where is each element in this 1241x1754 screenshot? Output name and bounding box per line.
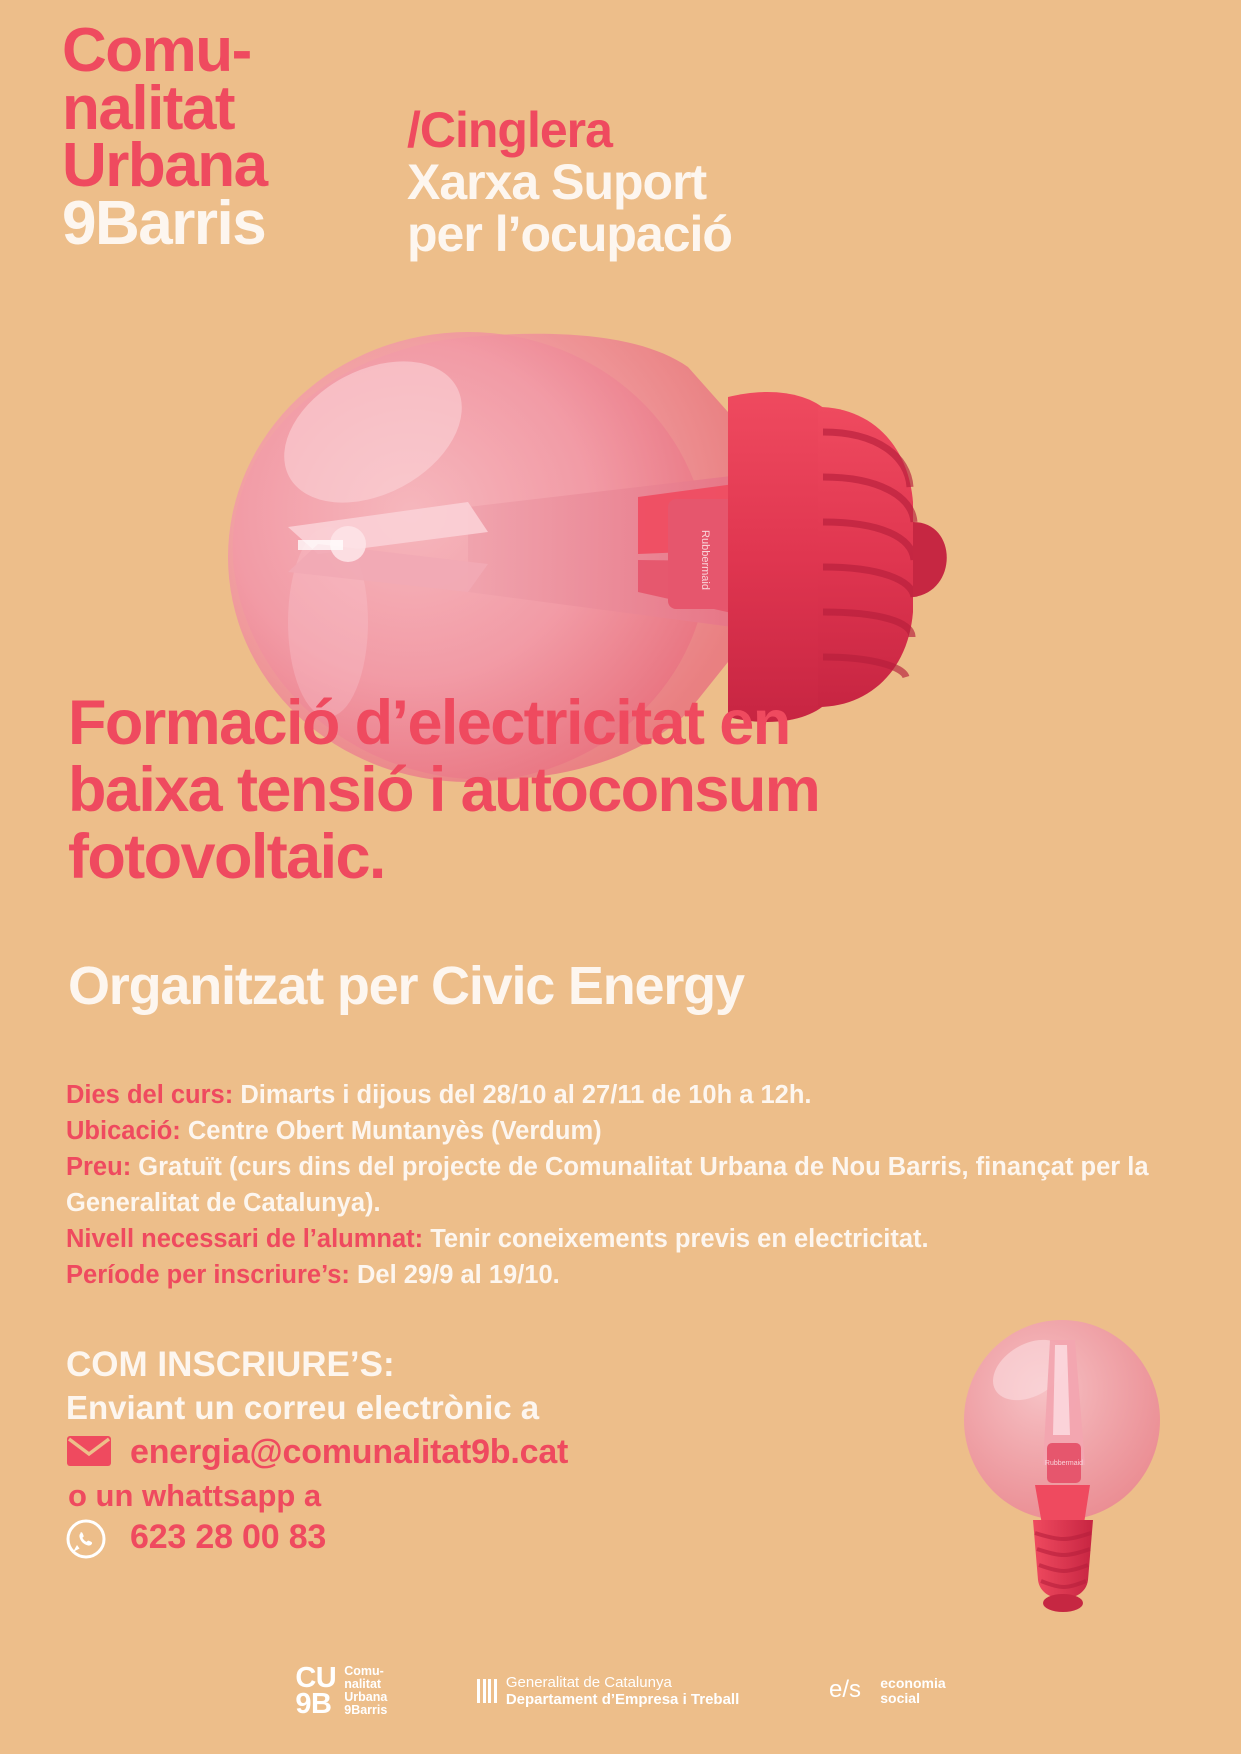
cu-monogram: [295, 1661, 337, 1721]
detail-level: [66, 1222, 1176, 1257]
detail-period-value: Del 29/9 al 19/10.: [349, 1260, 560, 1289]
cu-wordmark: [344, 1665, 387, 1718]
brand-line-4: 9Barris: [62, 188, 266, 258]
detail-location-label: Ubicació:: [66, 1117, 181, 1146]
generalitat-line-2: Departament d’Empresa i Treball: [505, 1691, 740, 1709]
envelope-icon: [66, 1434, 112, 1472]
cu-wordmark-line-2: nalitat: [344, 1677, 382, 1692]
organizer-line: Organitzat per Civic Energy: [68, 956, 744, 1016]
detail-price-value: Gratuït (curs dins del projecte de Comunalitat Urbana de Nou Barris, finançat per la Generalitat de Catalunya).: [66, 1153, 1149, 1217]
whatsapp-row[interactable]: [66, 1518, 866, 1557]
svg-text:Rubbermaid: Rubbermaid: [1044, 1460, 1084, 1467]
detail-period-label: Període per inscriure’s:: [66, 1260, 350, 1289]
detail-period: [66, 1258, 1176, 1293]
detail-price: [66, 1150, 1176, 1220]
enrollment-section: [66, 1345, 866, 1563]
economia-social-line-2: social: [880, 1690, 920, 1707]
brand-title: [62, 16, 412, 258]
footer-logos: [0, 1661, 1241, 1721]
cu-monogram-line-2: 9B: [295, 1688, 332, 1721]
detail-days-label: Dies del curs:: [66, 1081, 234, 1109]
email-address[interactable]: energia@comunalitat9b.cat: [130, 1433, 569, 1471]
generalitat-line-1: Generalitat de Catalunya: [505, 1674, 672, 1692]
enrollment-instruction: Enviant un correu electrònic a: [66, 1389, 540, 1426]
svg-text:e/s: e/s: [829, 1675, 862, 1703]
network-line-1: /Cinglera: [407, 102, 612, 158]
enrollment-heading: COM INSCRIURE’S:: [66, 1345, 395, 1384]
course-title-line-2: baixa tensió i autoconsum: [68, 754, 820, 825]
logo-comunalitat-urbana: [295, 1661, 388, 1721]
cu-monogram-line-1: CU: [295, 1661, 337, 1694]
generalitat-text: [506, 1674, 739, 1708]
detail-level-label: Nivell necessari de l’alumnat:: [66, 1224, 424, 1253]
network-line-3: per l’ocupació: [407, 206, 732, 262]
whatsapp-icon: [66, 1519, 112, 1557]
cu-wordmark-line-1: Comu-: [344, 1664, 384, 1679]
network-title: [407, 104, 1107, 260]
economia-social-mark: [829, 1672, 871, 1711]
brand-line-1: Comu-: [62, 16, 251, 85]
logo-generalitat: [477, 1674, 739, 1708]
svg-text:Rubbermaid: Rubbermaid: [699, 530, 711, 590]
network-line-2: Xarxa Suport: [407, 154, 707, 210]
detail-location: [66, 1114, 1176, 1149]
detail-location-value: Centre Obert Muntanyès (Verdum): [180, 1117, 602, 1146]
phone-number[interactable]: 623 28 00 83: [130, 1518, 327, 1556]
economia-social-line-1: economia: [880, 1674, 946, 1691]
cu-wordmark-line-4: 9Barris: [344, 1703, 388, 1718]
economia-social-text: [880, 1676, 945, 1707]
whatsapp-instruction: o un whattsapp a: [68, 1478, 322, 1513]
email-row[interactable]: [66, 1433, 866, 1472]
generalitat-bars-icon: [477, 1679, 497, 1703]
course-title-line-1: Formació d’electricitat en: [68, 688, 790, 758]
detail-days: [66, 1078, 1176, 1113]
course-title-line-3: fotovoltaic.: [68, 821, 385, 892]
brand-line-2: nalitat: [62, 73, 235, 143]
brand-line-3: Urbana: [62, 131, 267, 201]
detail-days-value: Dimarts i dijous del 28/10 al 27/11 de 10h a 12h.: [233, 1081, 812, 1109]
detail-level-value: Tenir coneixements previs en electricitat.: [423, 1224, 929, 1253]
cu-wordmark-line-3: Urbana: [344, 1690, 388, 1705]
logo-economia-social: [829, 1672, 945, 1711]
detail-price-label: Preu:: [66, 1153, 132, 1182]
course-title: [68, 690, 1188, 890]
course-details: [66, 1078, 1176, 1294]
lightbulb-small-image: [955, 1315, 1170, 1625]
